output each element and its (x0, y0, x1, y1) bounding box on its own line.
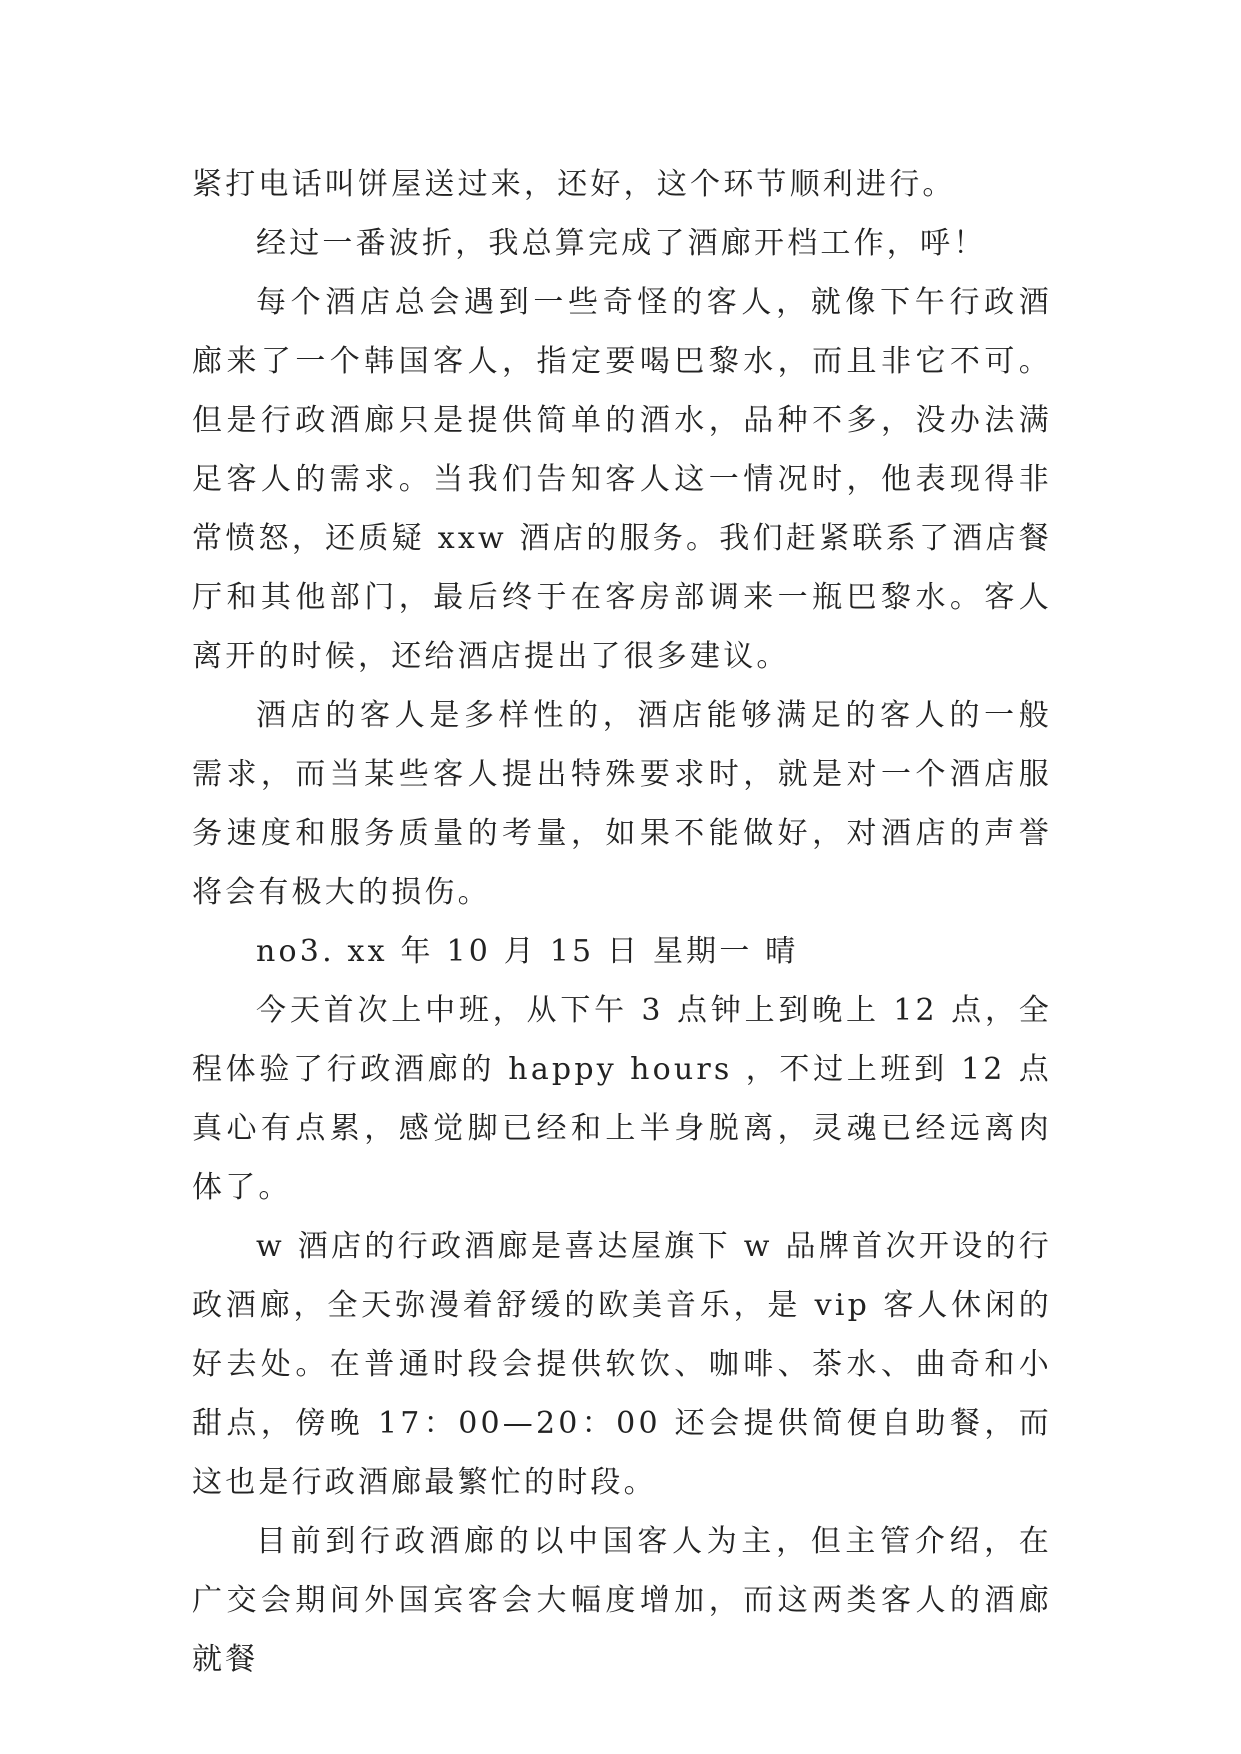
paragraph: 酒店的客人是多样性的，酒店能够满足的客人的一般需求，而当某些客人提出特殊要求时，就是对一个酒店服务速度和服务质量的考量，如果不能做好，对酒店的声誉将会有极大的损伤。 (192, 698, 1052, 910)
diary-entry-heading: no3. xx 年 10 月 15 日 星期一 晴 (256, 934, 799, 969)
paragraph: 今天首次上中班，从下午 3 点钟上到晚上 12 点，全程体验了行政酒廊的 happy hours ，不过上班到 12 点真心有点累，感觉脚已经和上半身脱离，灵魂已经远离肉体了。 (192, 993, 1052, 1205)
document-body (192, 155, 1052, 1689)
paragraph: w 酒店的行政酒廊是喜达屋旗下 w 品牌首次开设的行政酒廊，全天弥漫着舒缓的欧美音乐，是 vip 客人休闲的好去处。在普通时段会提供软饮、咖啡、茶水、曲奇和小甜点，傍晚 17：00—20：00 还会提供简便自助餐，而这也是行政酒廊最繁忙的时段。 (192, 1229, 1052, 1500)
paragraph: 目前到行政酒廊的以中国客人为主，但主管介绍，在广交会期间外国宾客会大幅度增加，而这两类客人的酒廊就餐 (192, 1524, 1052, 1677)
paragraph: 经过一番波折，我总算完成了酒廊开档工作，呼！ (256, 226, 987, 261)
paragraph-continuation: 紧打电话叫饼屋送过来，还好，这个环节顺利进行。 (192, 167, 956, 202)
paragraph: 每个酒店总会遇到一些奇怪的客人，就像下午行政酒廊来了一个韩国客人，指定要喝巴黎水，而且非它不可。但是行政酒廊只是提供简单的酒水，品种不多，没办法满足客人的需求。当我们告知客人这一情况时，他表现得非常愤怒，还质疑 xxw 酒店的服务。我们赶紧联系了酒店餐厅和其他部门，最后终于在客房部调来一瓶巴黎水。客人离开的时候，还给酒店提出了很多建议。 (192, 285, 1052, 674)
